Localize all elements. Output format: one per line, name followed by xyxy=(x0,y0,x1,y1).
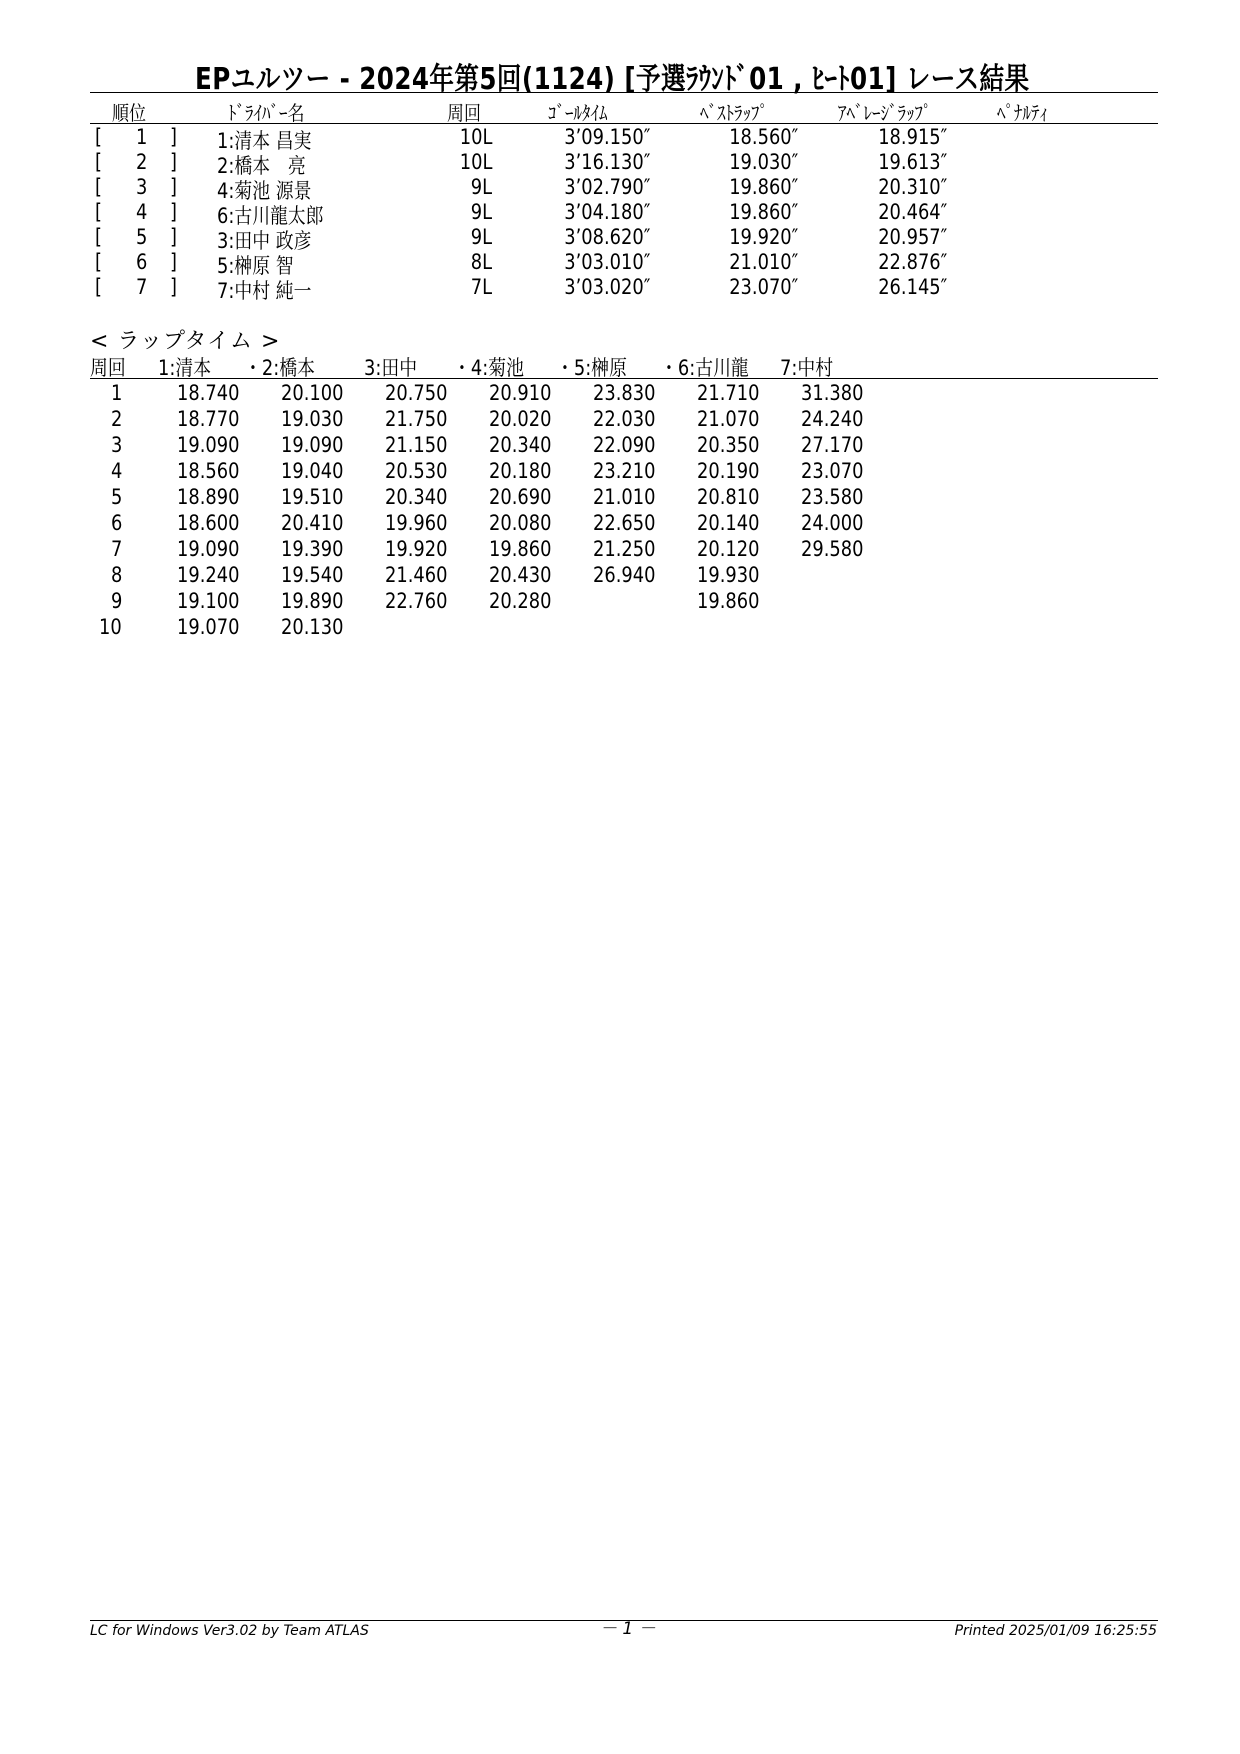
lap-number: 10 xyxy=(99,615,122,639)
result-avg-lap: 26.145″ xyxy=(877,275,947,299)
lap-time: 29.580 xyxy=(800,537,863,561)
result-row xyxy=(0,150,1240,178)
header-penalty: ﾍﾟﾅﾙﾃｨ xyxy=(997,101,1048,125)
lap-time: 20.530 xyxy=(384,459,447,483)
lap-time: 20.190 xyxy=(696,459,759,483)
lap-time: 20.340 xyxy=(488,433,551,457)
result-best-lap: 21.010″ xyxy=(728,250,798,274)
result-rank: 1 xyxy=(136,125,148,149)
lap-time: 19.090 xyxy=(176,537,239,561)
lap-time: 20.410 xyxy=(280,511,343,535)
result-goal-time: 3’09.150″ xyxy=(563,125,650,149)
lap-time: 19.510 xyxy=(280,485,343,509)
lap-time: 18.740 xyxy=(176,381,239,405)
lap-row xyxy=(0,433,1240,458)
lap-time: 19.040 xyxy=(280,459,343,483)
lap-row xyxy=(0,381,1240,406)
result-rank: 4 xyxy=(136,200,148,224)
lap-time: 24.240 xyxy=(800,407,863,431)
lap-time: 21.010 xyxy=(592,485,655,509)
lap-driver-header: ・5:榊原 xyxy=(556,356,627,380)
header-rank: 順位 xyxy=(112,101,146,125)
result-goal-time: 3’04.180″ xyxy=(563,200,650,224)
lap-time: 23.210 xyxy=(592,459,655,483)
page-title: EPユルツー - 2024年第5回(1124) [予選ﾗｳﾝﾄﾞ01 , ﾋｰﾄ01] レース結果 xyxy=(195,62,1030,97)
lap-time: 22.030 xyxy=(592,407,655,431)
rank-bracket-open: [ xyxy=(95,150,102,174)
lap-time: 20.910 xyxy=(488,381,551,405)
lap-time: 20.100 xyxy=(280,381,343,405)
lap-time: 20.180 xyxy=(488,459,551,483)
lap-row xyxy=(0,511,1240,536)
result-best-lap: 19.030″ xyxy=(728,150,798,174)
lap-number: 8 xyxy=(110,563,122,587)
lap-row xyxy=(0,407,1240,432)
result-avg-lap: 22.876″ xyxy=(877,250,947,274)
lap-driver-header: ・4:菊池 xyxy=(453,356,524,380)
lap-number: 3 xyxy=(110,433,122,457)
result-driver: 5:榊原 智 xyxy=(217,254,294,278)
lap-row xyxy=(0,459,1240,484)
lap-time: 21.150 xyxy=(384,433,447,457)
result-driver: 4:菊池 源景 xyxy=(217,179,312,203)
lap-row xyxy=(0,615,1240,640)
result-driver: 7:中村 純一 xyxy=(217,279,312,303)
lap-time: 20.690 xyxy=(488,485,551,509)
lap-number: 6 xyxy=(110,511,122,535)
header-avg-lap: ｱﾍﾞﾚｰｼﾞﾗｯﾌﾟ xyxy=(838,101,932,125)
lap-time: 18.890 xyxy=(176,485,239,509)
lap-row xyxy=(0,485,1240,510)
lap-time: 24.000 xyxy=(800,511,863,535)
lap-header: 周回 xyxy=(90,356,126,380)
lap-time: 19.100 xyxy=(176,589,239,613)
result-laps: 9L xyxy=(470,200,492,224)
lap-time: 19.860 xyxy=(696,589,759,613)
result-rank: 7 xyxy=(136,275,148,299)
lap-time: 19.540 xyxy=(280,563,343,587)
result-laps: 10L xyxy=(459,150,492,174)
result-goal-time: 3’08.620″ xyxy=(563,225,650,249)
result-rank: 6 xyxy=(136,250,148,274)
rank-bracket-open: [ xyxy=(95,125,102,149)
result-row xyxy=(0,250,1240,278)
lap-time: 19.390 xyxy=(280,537,343,561)
result-rank: 3 xyxy=(136,175,148,199)
lap-number: 9 xyxy=(110,589,122,613)
lap-time: 31.380 xyxy=(800,381,863,405)
footer-printed-date: Printed 2025/01/09 16:25:55 xyxy=(954,1623,1157,1639)
lap-time: 18.560 xyxy=(176,459,239,483)
lap-time: 21.750 xyxy=(384,407,447,431)
lap-time: 19.090 xyxy=(280,433,343,457)
lap-time: 20.430 xyxy=(488,563,551,587)
result-rank: 2 xyxy=(136,150,148,174)
lap-time: 19.030 xyxy=(280,407,343,431)
result-rank: 5 xyxy=(136,225,148,249)
rank-bracket-close: ] xyxy=(170,250,177,274)
rank-bracket-open: [ xyxy=(95,200,102,224)
lap-time: 19.090 xyxy=(176,433,239,457)
result-goal-time: 3’02.790″ xyxy=(563,175,650,199)
header-goal-time: ｺﾞｰﾙﾀｲﾑ xyxy=(548,101,608,125)
lap-number: 7 xyxy=(110,537,122,561)
lap-times-header-divider xyxy=(90,378,1158,379)
lap-time: 19.930 xyxy=(696,563,759,587)
result-goal-time: 3’03.010″ xyxy=(563,250,650,274)
lap-time: 20.280 xyxy=(488,589,551,613)
lap-time: 21.070 xyxy=(696,407,759,431)
results-header-divider xyxy=(90,123,1158,124)
result-driver: 3:田中 政彦 xyxy=(217,229,312,253)
rank-bracket-close: ] xyxy=(170,200,177,224)
lap-time: 23.070 xyxy=(800,459,863,483)
lap-driver-header: 1:清本 xyxy=(158,356,212,380)
result-laps: 10L xyxy=(459,125,492,149)
lap-time: 19.860 xyxy=(488,537,551,561)
result-driver: 2:橋本 亮 xyxy=(217,154,306,178)
result-row xyxy=(0,200,1240,228)
lap-driver-header: ・2:橋本 xyxy=(244,356,315,380)
result-avg-lap: 20.957″ xyxy=(877,225,947,249)
lap-time: 20.120 xyxy=(696,537,759,561)
result-avg-lap: 20.310″ xyxy=(877,175,947,199)
result-best-lap: 19.860″ xyxy=(728,200,798,224)
lap-time: 19.070 xyxy=(176,615,239,639)
result-laps: 9L xyxy=(470,225,492,249)
footer-software: LC for Windows Ver3.02 by Team ATLAS xyxy=(90,1623,369,1639)
result-goal-time: 3’16.130″ xyxy=(563,150,650,174)
result-driver: 1:清本 昌実 xyxy=(217,129,312,153)
rank-bracket-close: ] xyxy=(170,225,177,249)
rank-bracket-open: [ xyxy=(95,225,102,249)
lap-time: 21.710 xyxy=(696,381,759,405)
lap-times-section-title: < ラップタイム > xyxy=(90,329,281,354)
lap-time: 22.760 xyxy=(384,589,447,613)
lap-time: 20.340 xyxy=(384,485,447,509)
footer-page-number: － 1 － xyxy=(600,1619,656,1639)
lap-time: 23.580 xyxy=(800,485,863,509)
header-driver: ﾄﾞﾗｲﾊﾞｰ名 xyxy=(228,101,305,125)
result-driver: 6:古川龍太郎 xyxy=(217,204,324,228)
lap-time: 22.090 xyxy=(592,433,655,457)
rank-bracket-close: ] xyxy=(170,275,177,299)
lap-time: 19.240 xyxy=(176,563,239,587)
lap-time: 20.140 xyxy=(696,511,759,535)
result-row xyxy=(0,175,1240,203)
lap-row xyxy=(0,563,1240,588)
lap-time: 21.250 xyxy=(592,537,655,561)
rank-bracket-open: [ xyxy=(95,250,102,274)
result-best-lap: 23.070″ xyxy=(728,275,798,299)
result-row xyxy=(0,225,1240,253)
result-avg-lap: 20.464″ xyxy=(877,200,947,224)
lap-driver-header: 3:田中 xyxy=(364,356,418,380)
lap-time: 19.890 xyxy=(280,589,343,613)
lap-time: 20.350 xyxy=(696,433,759,457)
rank-bracket-close: ] xyxy=(170,150,177,174)
result-avg-lap: 18.915″ xyxy=(877,125,947,149)
result-laps: 9L xyxy=(470,175,492,199)
result-laps: 7L xyxy=(470,275,492,299)
lap-time: 18.600 xyxy=(176,511,239,535)
lap-number: 5 xyxy=(110,485,122,509)
result-best-lap: 19.860″ xyxy=(728,175,798,199)
lap-time: 19.960 xyxy=(384,511,447,535)
result-goal-time: 3’03.020″ xyxy=(563,275,650,299)
header-laps: 周回 xyxy=(447,101,481,125)
lap-time: 20.130 xyxy=(280,615,343,639)
lap-time: 20.080 xyxy=(488,511,551,535)
lap-number: 2 xyxy=(110,407,122,431)
result-best-lap: 19.920″ xyxy=(728,225,798,249)
result-row xyxy=(0,275,1240,303)
lap-time: 21.460 xyxy=(384,563,447,587)
lap-time: 20.810 xyxy=(696,485,759,509)
lap-time: 18.770 xyxy=(176,407,239,431)
lap-number: 1 xyxy=(110,381,122,405)
lap-time: 20.750 xyxy=(384,381,447,405)
result-laps: 8L xyxy=(470,250,492,274)
result-row xyxy=(0,125,1240,153)
lap-time: 20.020 xyxy=(488,407,551,431)
rank-bracket-open: [ xyxy=(95,175,102,199)
lap-time: 26.940 xyxy=(592,563,655,587)
rank-bracket-close: ] xyxy=(170,175,177,199)
rank-bracket-close: ] xyxy=(170,125,177,149)
lap-row xyxy=(0,537,1240,562)
lap-time: 23.830 xyxy=(592,381,655,405)
lap-number: 4 xyxy=(110,459,122,483)
rank-bracket-open: [ xyxy=(95,275,102,299)
lap-time: 19.920 xyxy=(384,537,447,561)
lap-time: 27.170 xyxy=(800,433,863,457)
lap-driver-header: ・6:古川龍 xyxy=(660,356,749,380)
header-best-lap: ﾍﾞｽﾄﾗｯﾌﾟ xyxy=(700,101,768,125)
result-avg-lap: 19.613″ xyxy=(877,150,947,174)
result-best-lap: 18.560″ xyxy=(728,125,798,149)
lap-time: 22.650 xyxy=(592,511,655,535)
title-divider xyxy=(90,92,1158,93)
lap-driver-header: 7:中村 xyxy=(780,356,834,380)
lap-row xyxy=(0,589,1240,614)
